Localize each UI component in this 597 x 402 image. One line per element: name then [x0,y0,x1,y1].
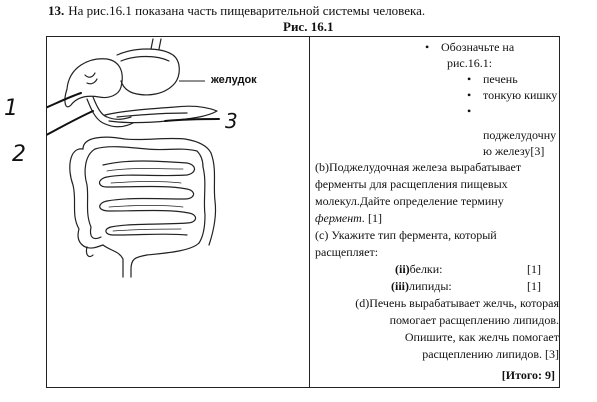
term-enzyme: фермент. [315,211,365,225]
task-b-line-2: ферменты для расщепления пищевых [315,177,508,191]
bullet-small-intestine: • [467,88,472,102]
bullet-a: • [425,40,430,54]
task-c-i-mark: [1] [527,262,541,276]
task-a-item-liver: печень [483,72,518,86]
handwritten-label-2: 2 [12,142,26,167]
digestive-diagram [47,37,309,387]
task-d-line-4: расщеплению липидов. [3] [422,347,559,361]
task-c-proteins [395,261,443,278]
task-c-i-prefix: (ii) [395,262,410,276]
small-intestine-shape [100,161,196,235]
tasks-column [315,37,559,387]
pointer-line-3 [165,119,219,121]
handwritten-label-1: 1 [4,96,18,121]
task-c-i-text: белки: [409,262,443,276]
digestive-system-figure [47,37,309,387]
handwritten-label-3: 3 [225,109,238,133]
question-number: 13. [48,3,65,18]
bullet-pancreas: • [467,104,472,118]
task-b-line-3: молекул.Дайте определение термину [315,194,504,208]
task-b-line-4 [315,210,382,227]
task-c-line-1: (c) Укажите тип фермента, который [315,228,497,242]
stomach-shape [117,49,179,95]
question-frame [46,36,560,388]
pointer-line-2 [47,111,93,145]
total-marks: [Итого: 9] [501,368,555,382]
figure-title: Рис. 16.1 [283,19,334,34]
task-a-item-small-intestine: тонкую кишку [483,88,558,102]
column-divider [309,37,310,387]
task-d-line-1: (d)Печень вырабатывает желчь, которая [355,296,559,310]
task-a-heading: Обозначьте на [441,40,515,54]
task-c-ii-prefix: (iii) [391,279,409,293]
task-c-line-2: расщепляет: [315,245,379,259]
task-a-heading-2: рис.16.1: [447,56,493,70]
bullet-liver: • [467,72,472,86]
task-a-item-pancreas-2: ю железу[3] [483,144,545,158]
task-b-mark: [1] [365,211,382,225]
task-c-ii-text: липиды: [409,279,452,293]
task-d-line-3: Опишите, как желчь помогает [404,330,559,344]
task-d-line-2: помогает расщеплению липидов. [389,313,559,327]
stomach-label: желудок [211,74,257,86]
question-intro: На рис.16.1 показана часть пищеварительной системы человека. [68,3,426,18]
question-header [48,3,425,19]
task-a-item-pancreas-1: поджелудочну [483,128,557,142]
task-b-line-1: (b)Поджелудочная железа вырабатывает [315,160,522,174]
task-c-lipids [391,278,452,295]
task-c-ii-mark: [1] [527,279,541,293]
